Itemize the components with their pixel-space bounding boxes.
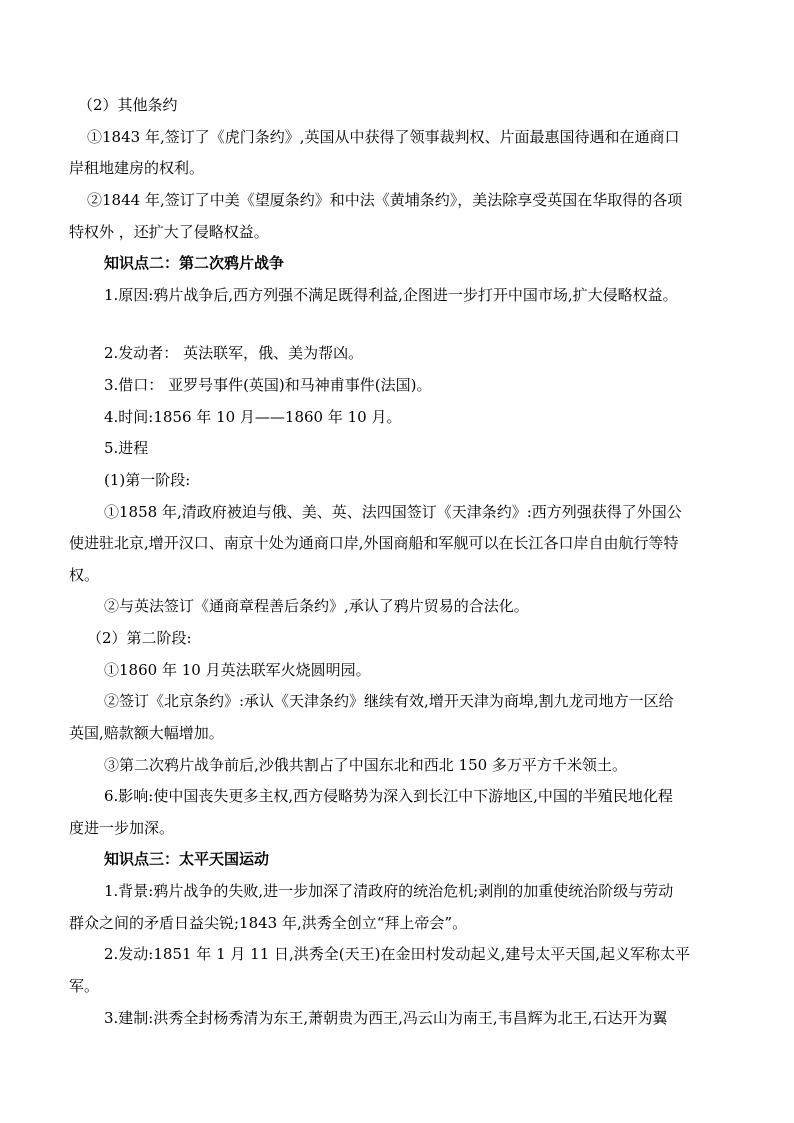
paragraph-line: 6.影响:使中国丧失更多主权,西方侵略势为深入到长江中下游地区,中国的半殖民地化程 bbox=[104, 787, 673, 805]
paragraph-line: 岸租地建房的权利。 bbox=[69, 159, 205, 177]
paragraph-line: ③第二次鸦片战争前后,沙俄共割占了中国东北和西北 150 多万平方千米领土。 bbox=[104, 756, 627, 774]
paragraph-line: 5.进程 bbox=[104, 439, 149, 457]
paragraph-line: 4.时间:1856 年 10 月——1860 年 10 月。 bbox=[104, 408, 402, 426]
paragraph-line: 权。 bbox=[69, 566, 100, 584]
paragraph-line: ②签订《北京条约》:承认《天津条约》继续有效,增开天津为商埠,割九龙司地方一区给 bbox=[104, 692, 674, 710]
subsection-heading-other-treaties: （2）其他条约 bbox=[78, 96, 178, 114]
paragraph-line: 度进一步加深。 bbox=[69, 819, 175, 837]
paragraph-line: 2.发动者： 英法联军，俄、美为帮凶。 bbox=[104, 344, 364, 362]
paragraph-line: 1.背景:鸦片战争的失败,进一步加深了清政府的统治危机;剥削的加重使统治阶级与劳动 bbox=[104, 882, 674, 900]
paragraph-line: 2.发动:1851 年 1 月 11 日,洪秀全(天王)在金田村发动起义,建号太平天国,起义军称太平 bbox=[104, 945, 691, 963]
paragraph-line: ②与英法签订《通商章程善后条约》,承认了鸦片贸易的合法化。 bbox=[104, 597, 529, 615]
paragraph-line: 3.建制:洪秀全封杨秀清为东王,萧朝贵为西王,冯云山为南王,韦昌辉为北王,石达开为翼 bbox=[104, 1009, 668, 1027]
paragraph-line: 使进驻北京,增开汉口、南京十处为通商口岸,外国商船和军舰可以在长江各口岸自由航行等特 bbox=[69, 534, 679, 552]
subsection-heading-second-stage: （2）第二阶段: bbox=[87, 629, 192, 647]
paragraph-line: ①1843 年,签订了《虎门条约》,英国从中获得了领事裁判权、片面最惠国待遇和在通商口 bbox=[87, 128, 680, 146]
paragraph-line: ②1844 年,签订了中美《望厦条约》和中法《黄埔条约》，美法除享受英国在华取得的各项 bbox=[87, 191, 683, 209]
paragraph-line: 3.借口： 亚罗号事件(英国)和马神甫事件(法国)。 bbox=[104, 376, 432, 394]
paragraph-line: 特权外 ，还扩大了侵略权益。 bbox=[69, 223, 269, 241]
section-heading-second-opium-war: 知识点二：第二次鸦片战争 bbox=[104, 254, 285, 272]
paragraph-line: 1.原因:鸦片战争后,西方列强不满足既得利益,企图进一步打开中国市场,扩大侵略权益。 bbox=[104, 286, 678, 304]
paragraph-line: 军。 bbox=[69, 977, 100, 995]
subsection-heading-first-stage: (1)第一阶段: bbox=[104, 471, 191, 489]
paragraph-line: 英国,赔款额大幅增加。 bbox=[69, 724, 224, 742]
paragraph-line: 群众之间的矛盾日益尖锐;1843 年,洪秀全创立“拜上帝会”。 bbox=[69, 914, 468, 932]
section-heading-taiping: 知识点三：太平天国运动 bbox=[104, 850, 270, 868]
paragraph-line: ①1860 年 10 月英法联军火烧圆明园。 bbox=[104, 661, 371, 679]
paragraph-line: ①1858 年,清政府被迫与俄、美、英、法四国签订《天津条约》:西方列强获得了外国公 bbox=[104, 503, 682, 521]
